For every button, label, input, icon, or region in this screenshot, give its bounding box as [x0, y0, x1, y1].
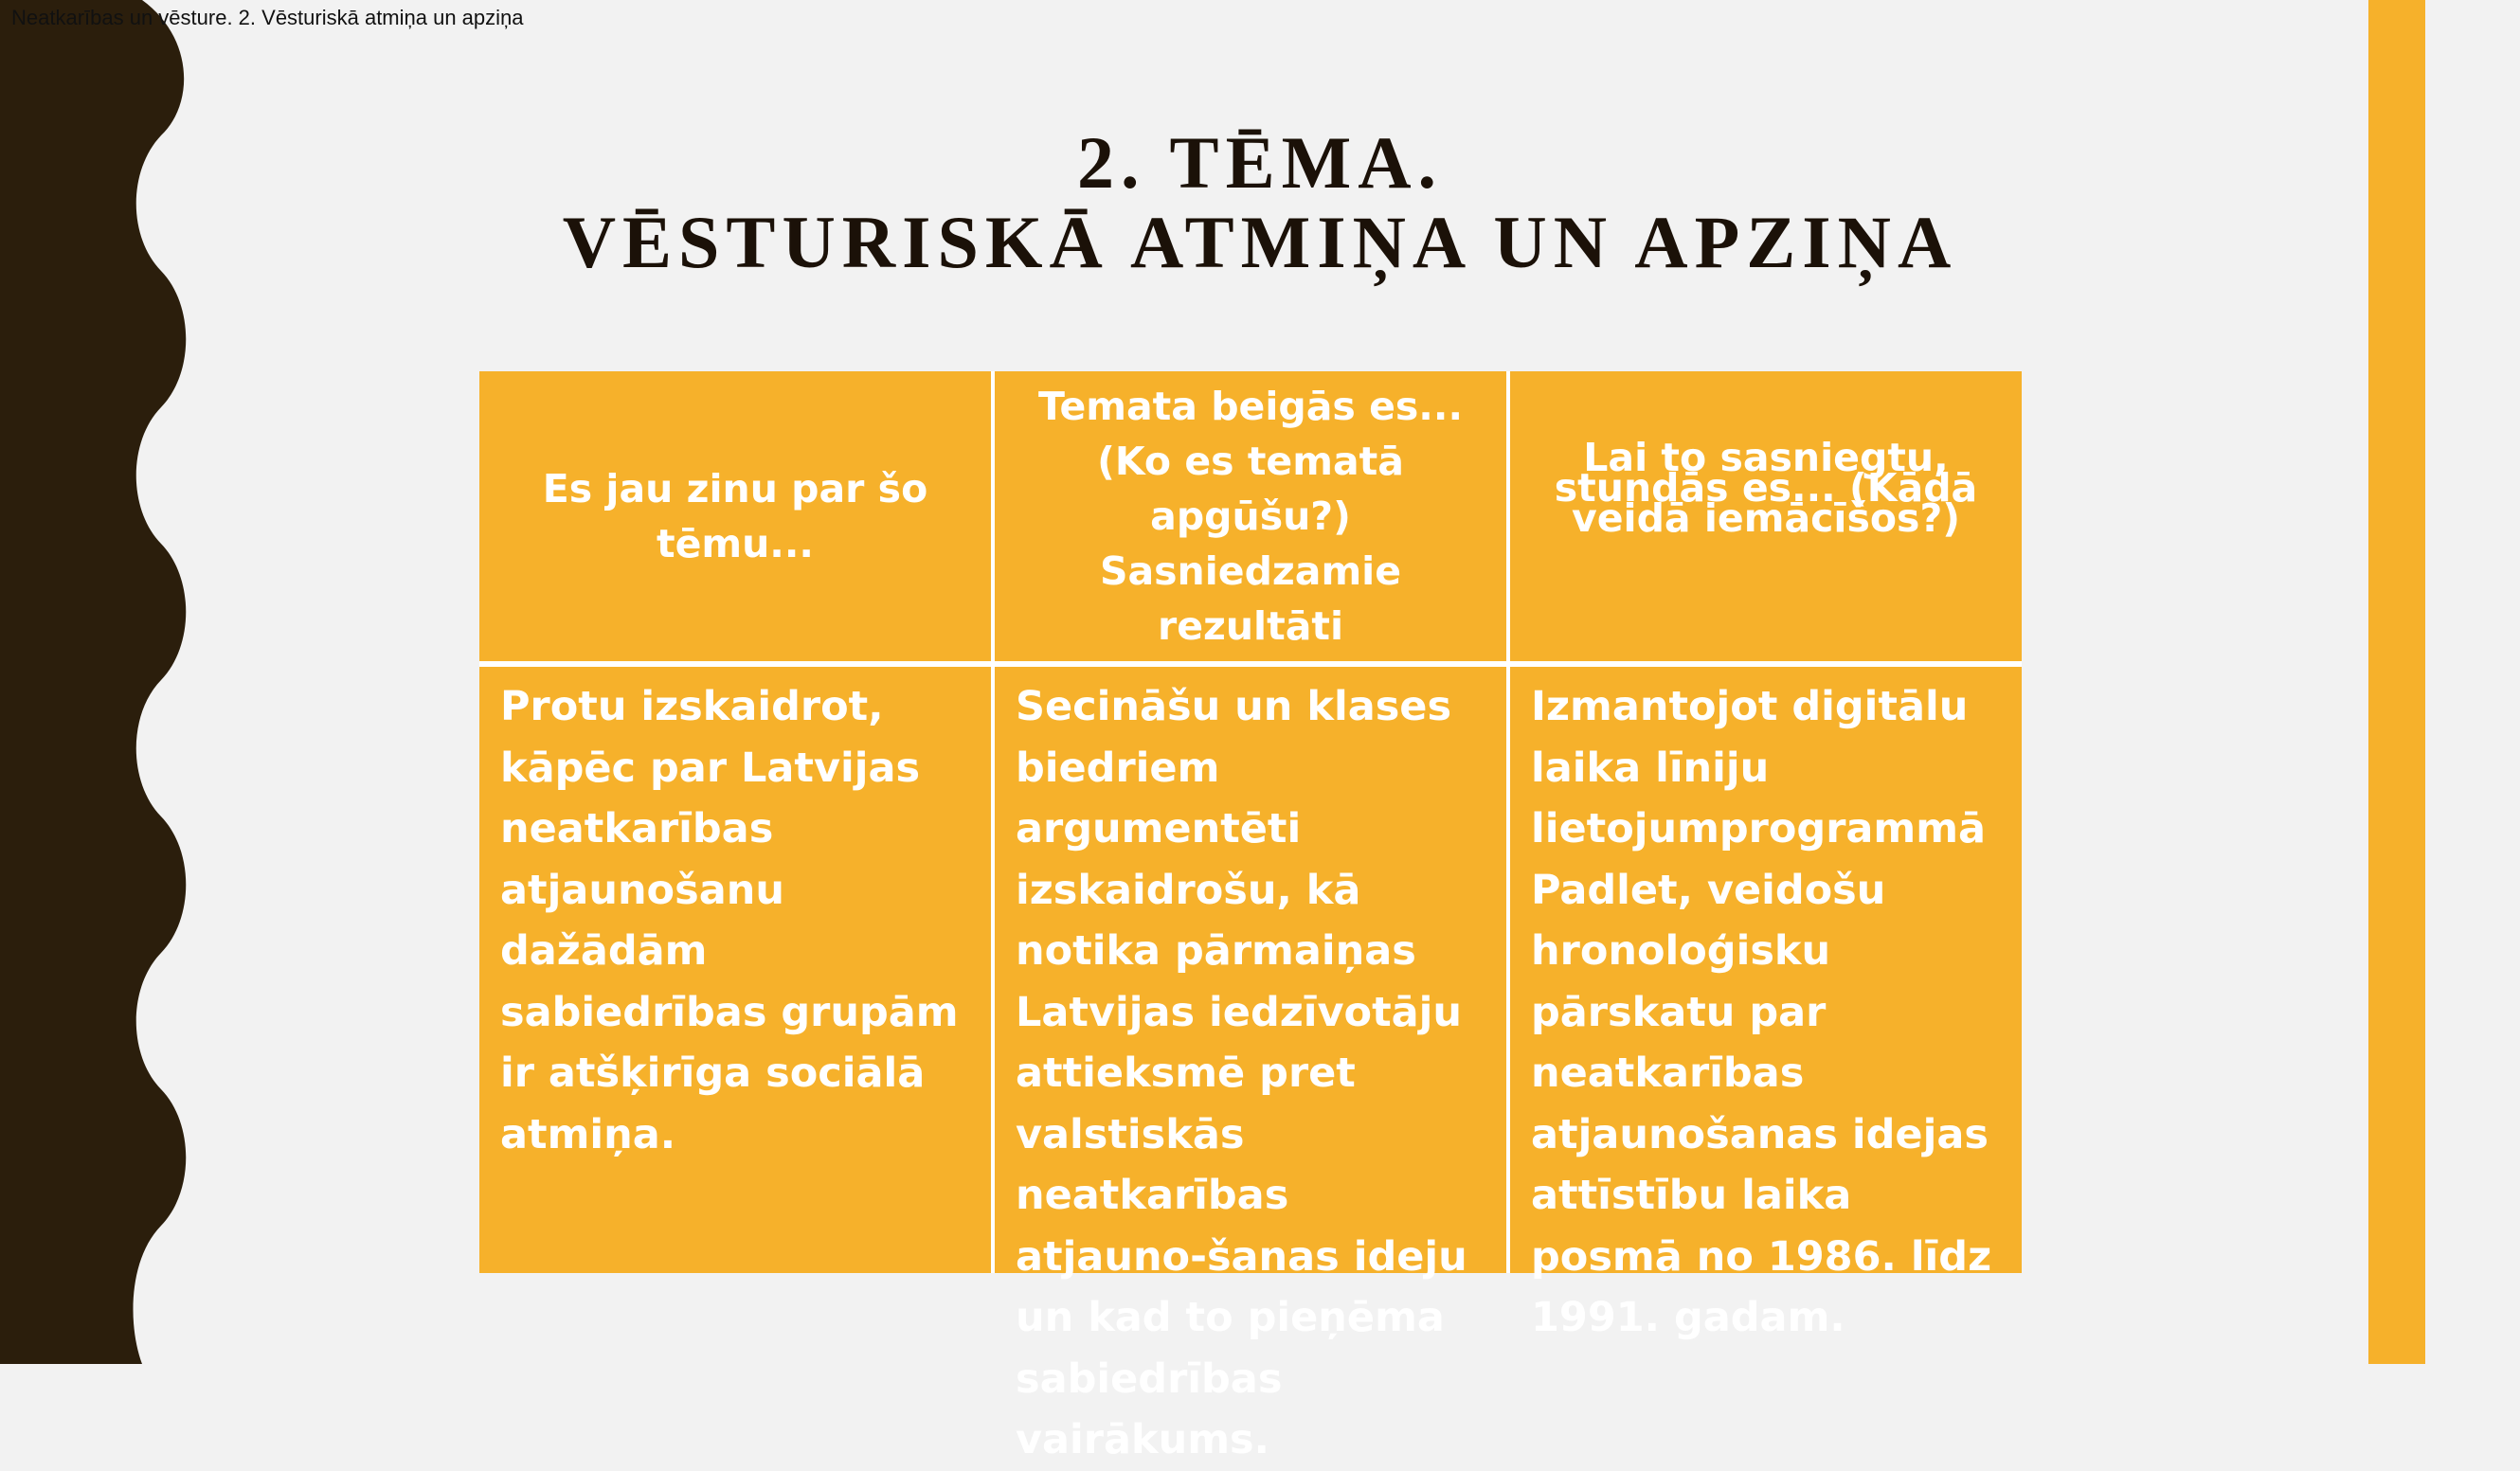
table-header-cell: [995, 371, 1506, 661]
header-breadcrumb: Neatkarības un vēsture. 2. Vēsturiskā atmiņa un apziņa: [11, 6, 524, 29]
table-cell: Izmantojot digitālu laika līniju lietojumprogrammā Padlet, veidošu hronoloģisku pārskatu par neatkarības atjaunošanas idejas attīstību laika posmā no 1986. līdz 1991. gadam.: [1510, 667, 2022, 1273]
slide-title: [0, 123, 2520, 282]
table-header-text: Es jau zinu par šo tēmu...: [542, 466, 928, 566]
table-header-cell: [479, 371, 991, 661]
kwl-table: [479, 371, 2022, 1463]
title-line-1: 2. TĒMA.: [1076, 121, 1444, 204]
table-cell: Protu izskaidrot, kāpēc par Latvijas neatkarības atjaunošanu dažādām sabiedrības grupām ir atšķirīga sociālā atmiņa.: [479, 667, 991, 1273]
table-cell: Secināšu un klases biedriem argumentēti izskaidrošu, kā notika pārmaiņas Latvijas iedzīvotāju attieksmē pret valstiskās neatkarības atjauno-šanas ideju un kad to pieņēma sabiedrības vairākums.: [995, 667, 1506, 1273]
table-header-cell: [1510, 371, 2022, 661]
table-header-text: Temata beigās es... (Ko es tematā apgūšu?) Sasniedzamie rezultāti: [1037, 384, 1464, 649]
table-header-text: Lai to sasniegtu, stundās es... (Kādā veidā iemācīšos?): [1554, 435, 1978, 541]
title-line-2: VĒSTURISKĀ ATMIŅA UN APZIŅA: [562, 201, 1958, 283]
